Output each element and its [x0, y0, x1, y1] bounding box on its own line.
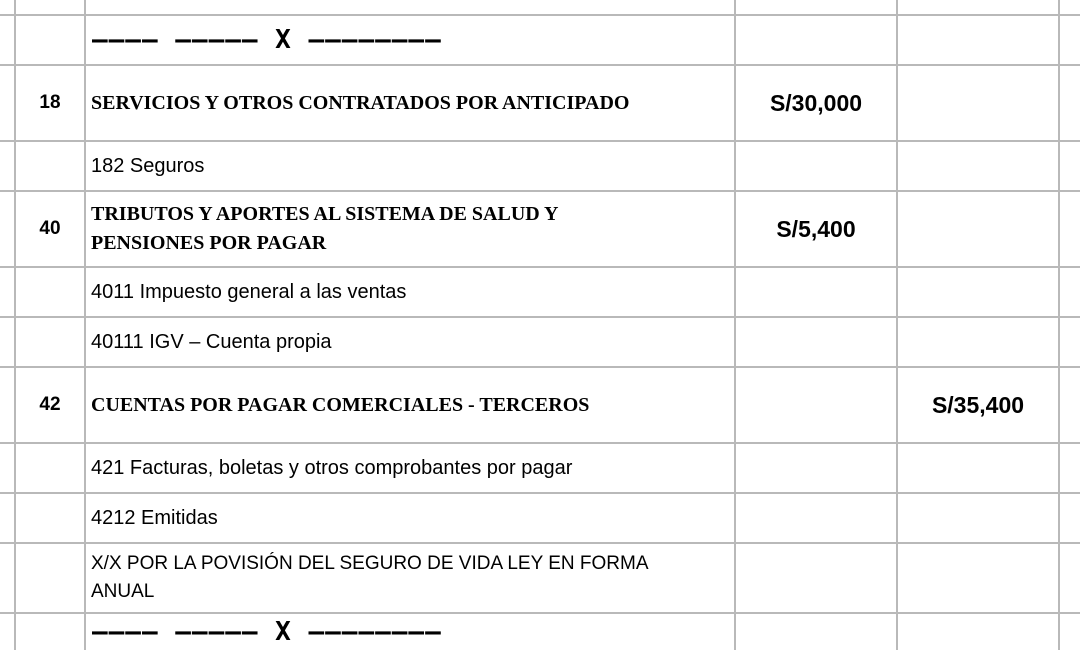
- subaccount-421: 421 Facturas, boletas y otros comprobantes por pagar: [91, 456, 573, 479]
- grid-line: [896, 0, 898, 650]
- subaccount-4212: 4212 Emitidas: [91, 506, 218, 529]
- account-title-40-line2: PENSIONES POR PAGAR: [91, 232, 327, 254]
- account-title-40-line1: TRIBUTOS Y APORTES AL SISTEMA DE SALUD Y: [91, 203, 559, 225]
- account-title-18: SERVICIOS Y OTROS CONTRATADOS POR ANTICIPADO: [91, 91, 630, 114]
- entry-separator-top: ———— ————— X ————————: [92, 25, 442, 55]
- entry-separator-bottom: ———— ————— X ————————: [92, 617, 442, 647]
- subaccount-4011: 4011 Impuesto general a las ventas: [91, 280, 407, 303]
- account-title-42: CUENTAS POR PAGAR COMERCIALES - TERCEROS: [91, 393, 590, 416]
- entry-gloss: [86, 544, 734, 612]
- subaccount-182: 182 Seguros: [91, 154, 205, 177]
- account-code-42: 42: [39, 394, 61, 415]
- grid-line: [1058, 0, 1060, 650]
- account-code-40: 40: [39, 218, 61, 239]
- account-title-40: [86, 192, 734, 266]
- entry-gloss-line2: ANUAL: [91, 581, 155, 602]
- account-code-18: 18: [39, 92, 61, 113]
- entry-gloss-line1: X/X POR LA POVISIÓN DEL SEGURO DE VIDA LEY EN FORMA: [91, 553, 649, 574]
- debit-amount-18: S/30,000: [769, 89, 863, 116]
- debit-amount-40: S/5,400: [776, 215, 856, 242]
- credit-amount-42: S/35,400: [931, 391, 1025, 418]
- subaccount-40111: 40111 IGV – Cuenta propia: [91, 330, 332, 353]
